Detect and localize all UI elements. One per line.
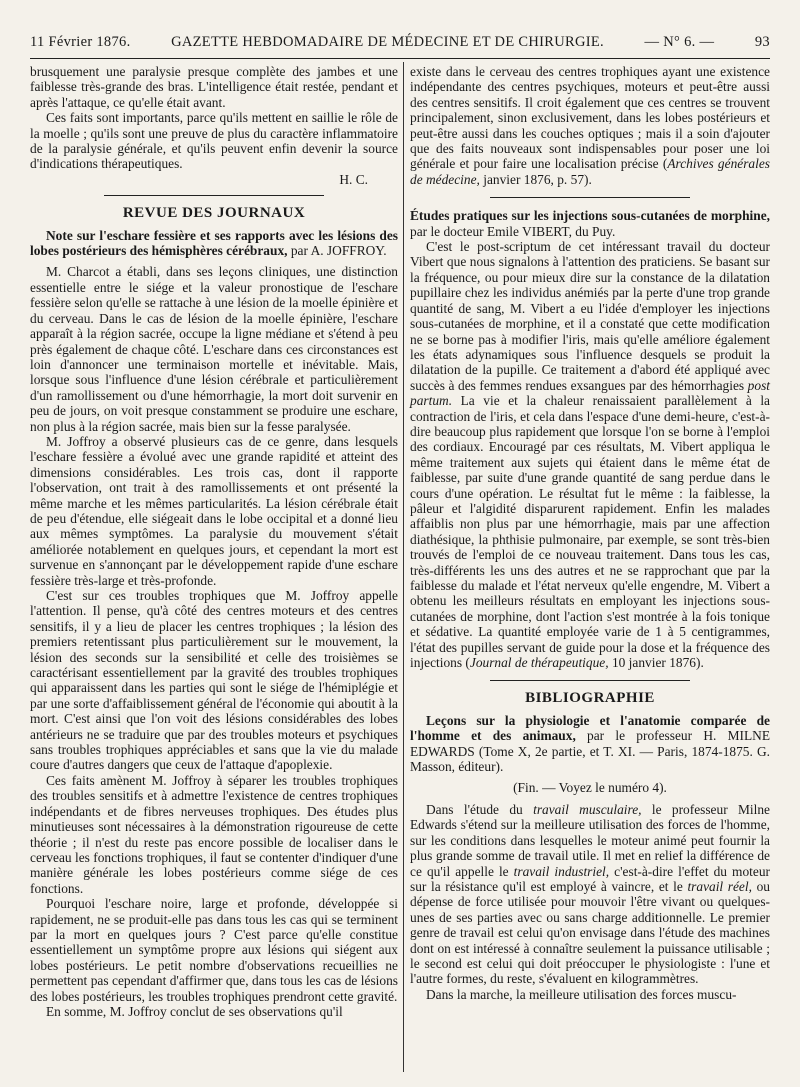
book-title: Leçons sur la physiologie et l'anatomie comparée de l'homme et des animaux, bbox=[410, 712, 770, 744]
journal-reference: Archives générales de médecine, bbox=[410, 156, 770, 187]
text-run: existe dans le cerveau des centres trophiques ayant une existence indépendante des centres psychiques, moteurs et peut-être aussi des centres sensitifs. Il croit également que ces centres se trouvent principalement, sinon exclusivement, dans les lobes postérieurs et peut-être aussi dans les couches optiques ; mais il a soin d'ajouter que des faits nouveaux sont indispensables pour poser une loi générale et pour faire une localisation précise ( bbox=[410, 64, 770, 172]
section-heading: REVUE DES JOURNAUX bbox=[122, 205, 306, 222]
paragraph bbox=[410, 239, 770, 670]
article-heading bbox=[410, 208, 770, 239]
article-rule bbox=[490, 197, 690, 198]
section-heading: BIBLIOGRAPHIE bbox=[525, 690, 655, 707]
article-heading bbox=[30, 228, 398, 259]
text-run: C'est le post-scriptum de cet intéressant travail du docteur Vibert que nous signalons à l'attention des praticiens. Se basant sur la fréquence, ou pour mieux dire sur la constance de la dilatation pupillaire chez les individus anémiés par la perte d'une trop grande quantité de sang, M. Vibert a eu l'idée d'employer les injections sous-cutanées de morphine, et il a constaté que cette modification ne se borne pas à modifier l'iris, mais qu'elle améliore également les états adynamiques sous l'influence desquels se produit la dilatation de la pupille. Ce traitement a d'abord été appliqué avec succès à des femmes rendues exsangues par des hémorrhagies bbox=[410, 239, 770, 393]
paragraph: En somme, M. Joffroy conclut de ses observations qu'il bbox=[46, 1003, 343, 1019]
article-title: Études pratiques sur les injections sous-cutanées de morphine, bbox=[410, 208, 770, 224]
paragraph: C'est sur ces troubles trophiques que M. Joffroy appelle l'attention. Il pense, qu'à côté des centres moteurs et des centres sensitifs, il y a lieu de placer les centres trophiques ; la lésion des premiers retentissant plus particulièrement sur le mouvement, la lésion des seconds sur la sensibilité et celle des troisièmes se caractérisant essentiellement par la gravité des troubles trophiques qui apparaissent dans les parties qui sont le siége de l'hémiplégie et par une sorte d'affaiblissement général de l'économie qui aboutit à la mort. C'est ainsi que l'on voit des lésions considérables des lobes antérieurs ne se traduire que par des troubles moteurs et psychiques sans troubles trophiques appréciables et sans que la vie du malade coure d'autres dangers que ceux de l'attaque d'apoplexie. bbox=[30, 588, 398, 773]
article-author: par A. JOFFROY. bbox=[290, 243, 387, 259]
text-run: janvier 1876, p. 57). bbox=[479, 171, 592, 187]
text-run: c'est-à-dire l'effet du moteur sur la résistance qu'il est employé à vaincre, et le bbox=[410, 863, 770, 894]
paragraph: Ces faits amènent M. Joffroy à séparer les troubles trophiques des troubles sensitifs et à admettre l'existence de centres trophiques indépendants et de fibres nerveuses trophiques. Des études plus minutieuses sont nécessaires à la démonstration rigoureuse de cette théorie ; il n'est du reste pas encore possible de localiser dans le cerveau les fonctions trophiques, il faut se contenter d'indiquer d'une manière générale les lobes postérieurs comme siége de ces fonctions. bbox=[30, 772, 398, 896]
book-heading bbox=[410, 713, 770, 775]
book-author: par le professeur H. MILNE EDWARDS (Tome X, 2e partie, et T. XI. — Paris, 1874-1875. G. Masson, éditeur). bbox=[410, 728, 770, 775]
text-run: 10 janvier 1876). bbox=[608, 655, 704, 671]
italic-run: travail industriel, bbox=[513, 863, 610, 879]
header-page-number: 93 bbox=[754, 33, 770, 50]
italic-run: post partum. bbox=[410, 377, 770, 409]
paragraph: brusquement une paralysie presque complète des jambes et une faiblesse très-grande des bras. L'intelligence était restée, pendant et après l'attaque, ce qu'elle était avant. bbox=[30, 64, 398, 110]
article-author: par le docteur Emile VIBERT, du Puy. bbox=[410, 223, 616, 239]
italic-run: travail musculaire, bbox=[533, 801, 642, 817]
journal-reference: Journal de thérapeutique, bbox=[469, 655, 609, 671]
paragraph bbox=[410, 802, 770, 987]
paragraph bbox=[410, 64, 770, 187]
paragraph: Pourquoi l'eschare noire, large et profonde, développée si rapidement, ne se produit-elle pas dans tous les cas qui se terminent par la mort en quelques jours ? C'est parce qu'elle constitue essentiellement un symptôme propre aux lésions qui siégent aux lobes postérieurs. Le petit nombre d'observations recueillies ne permettent pas cependant d'affirmer que, dans tous les cas de lésions des lobes postérieurs, les troubles trophiques prendront cette gravité. bbox=[30, 896, 398, 1004]
header-issue: — N° 6. — bbox=[644, 33, 715, 50]
header-title: GAZETTE HEBDOMADAIRE DE MÉDECINE ET DE CHIRURGIE. bbox=[171, 33, 604, 50]
paragraph: Dans la marche, la meilleure utilisation des forces muscu- bbox=[426, 986, 737, 1002]
text-run: ou dépense de force utilisée pour mouvoir l'être vivant ou quelques-unes de ses parties avec ou sans charge additionnelle. Le premier genre de travail est celui qu'on envisage dans l'étude des machines dont on est intéressé à connaître seulement la puissance utilisable ; le second est celui qui doit préoccuper le physiologiste : l'une et l'autre formes, du reste, s'évaluent en kilogrammètres. bbox=[410, 878, 770, 987]
paragraph: M. Joffroy a observé plusieurs cas de ce genre, dans lesquels l'eschare fessière a évolué avec une grande rapidité et atteint des dimensions considérables. Les trois cas, dont il rapporte l'observation, ont trait à des ramollissements et ont présenté la même marche et les mêmes particularités. La lésion cérébrale était de peu d'étendue, elle siégeait dans le lobe occipital et a donné lieu aux mêmes symptômes. La paralysie du mouvement s'était améliorée notablement en quelques jours, et cependant la mort est survenue en s'annonçant par le développement rapide d'une eschare fessière très-large et très-profonde. bbox=[30, 433, 398, 588]
header-date: 11 Février 1876. bbox=[30, 33, 131, 50]
running-header bbox=[30, 30, 770, 54]
paragraph: Ces faits sont importants, parce qu'ils mettent en saillie le rôle de la moelle ; qu'ils sont une preuve de plus du caractère inflammatoire de la paralysie générale, et qu'ils peuvent enfin devenir la source d'indications thérapeutiques. bbox=[30, 110, 398, 172]
italic-run: travail réel, bbox=[687, 878, 752, 894]
article-title: Note sur l'eschare fessière et ses rapports avec les lésions des lobes postérieurs des hémisphères cérébraux, bbox=[30, 227, 398, 259]
signature: H. C. bbox=[339, 171, 368, 187]
header-rule bbox=[30, 58, 770, 59]
text-run: le professeur Milne Edwards s'étend sur la meilleure utilisation des forces de l'homme, sur les conditions dans lesquelles le moteur animé peut fournir la plus grande somme de travail utile. Il met en relief la différence de ce qu'il appelle le bbox=[410, 801, 770, 879]
column-divider bbox=[403, 62, 404, 1072]
left-column bbox=[30, 64, 398, 1019]
right-column bbox=[410, 64, 770, 1002]
paragraph: M. Charcot a établi, dans ses leçons cliniques, une distinction essentielle entre le siége et la valeur pronostique de l'eschare fessière selon qu'elle se rattache à une lésion de la moelle épinière et du cerveau. Dans le cas de lésion de la moelle épinière, l'eschare apparaît à la région sacrée, occupe la ligne médiane et s'étend à peu près également de chaque côté. L'eschare dans ces circonstances est loin d'annoncer une terminaison mortelle et inévitable. Mais, lorsque sous l'influence d'une lésion cérébrale et particulièrement d'un ramollissement ou d'une hémorrhagie, la mort doit survenir en peu de jours, on voit presque constamment se produire une eschare, non plus à la région sacrée, mais bien sur la fesse paralysée. bbox=[30, 264, 398, 434]
text-run: Dans l'étude du bbox=[426, 801, 534, 817]
section-rule bbox=[104, 195, 324, 196]
text-run: La vie et la chaleur renaissaient parallèlement à la contraction de l'iris, et cela dans l'espace d'une demi-heure, c'est-à-dire beaucoup plus rapidement que lorsque l'on se borne à l'emploi des cordiaux. Encouragé par ces résultats, M. Vibert appliqua le même traitement aux sujets qui étaient dans le même état de faiblesse, par suite d'une grande quantité de sang perdue dans le cours d'une opération. Le résultat fut le même : la faiblesse, la pâleur et l'algidité disparurent rapidement. Enfin les malades affaiblis non plus par une hémorrhagie, mais par une affection diathésique, la phthisie pulmonaire, par exemple, se sont très-bien trouvés de l'emploi de ce nouveau traitement. Dans tous les cas, très-différents les uns des autres et ne se rapprochant que par la faiblesse du malade et l'état nerveux qu'elle engendre, M. Vibert a obtenu les meilleurs résultats en employant les injections sous-cutanées de morphine, dont l'action s'est montrée à la fois tonique et sédative. La quantité employée varie de 1 à 5 centigrammes, l'état des pupilles servant de guide pour la dose et la fréquence des injections ( bbox=[410, 393, 770, 671]
section-rule bbox=[490, 680, 690, 681]
continuation-note: (Fin. — Voyez le numéro 4). bbox=[513, 780, 667, 796]
